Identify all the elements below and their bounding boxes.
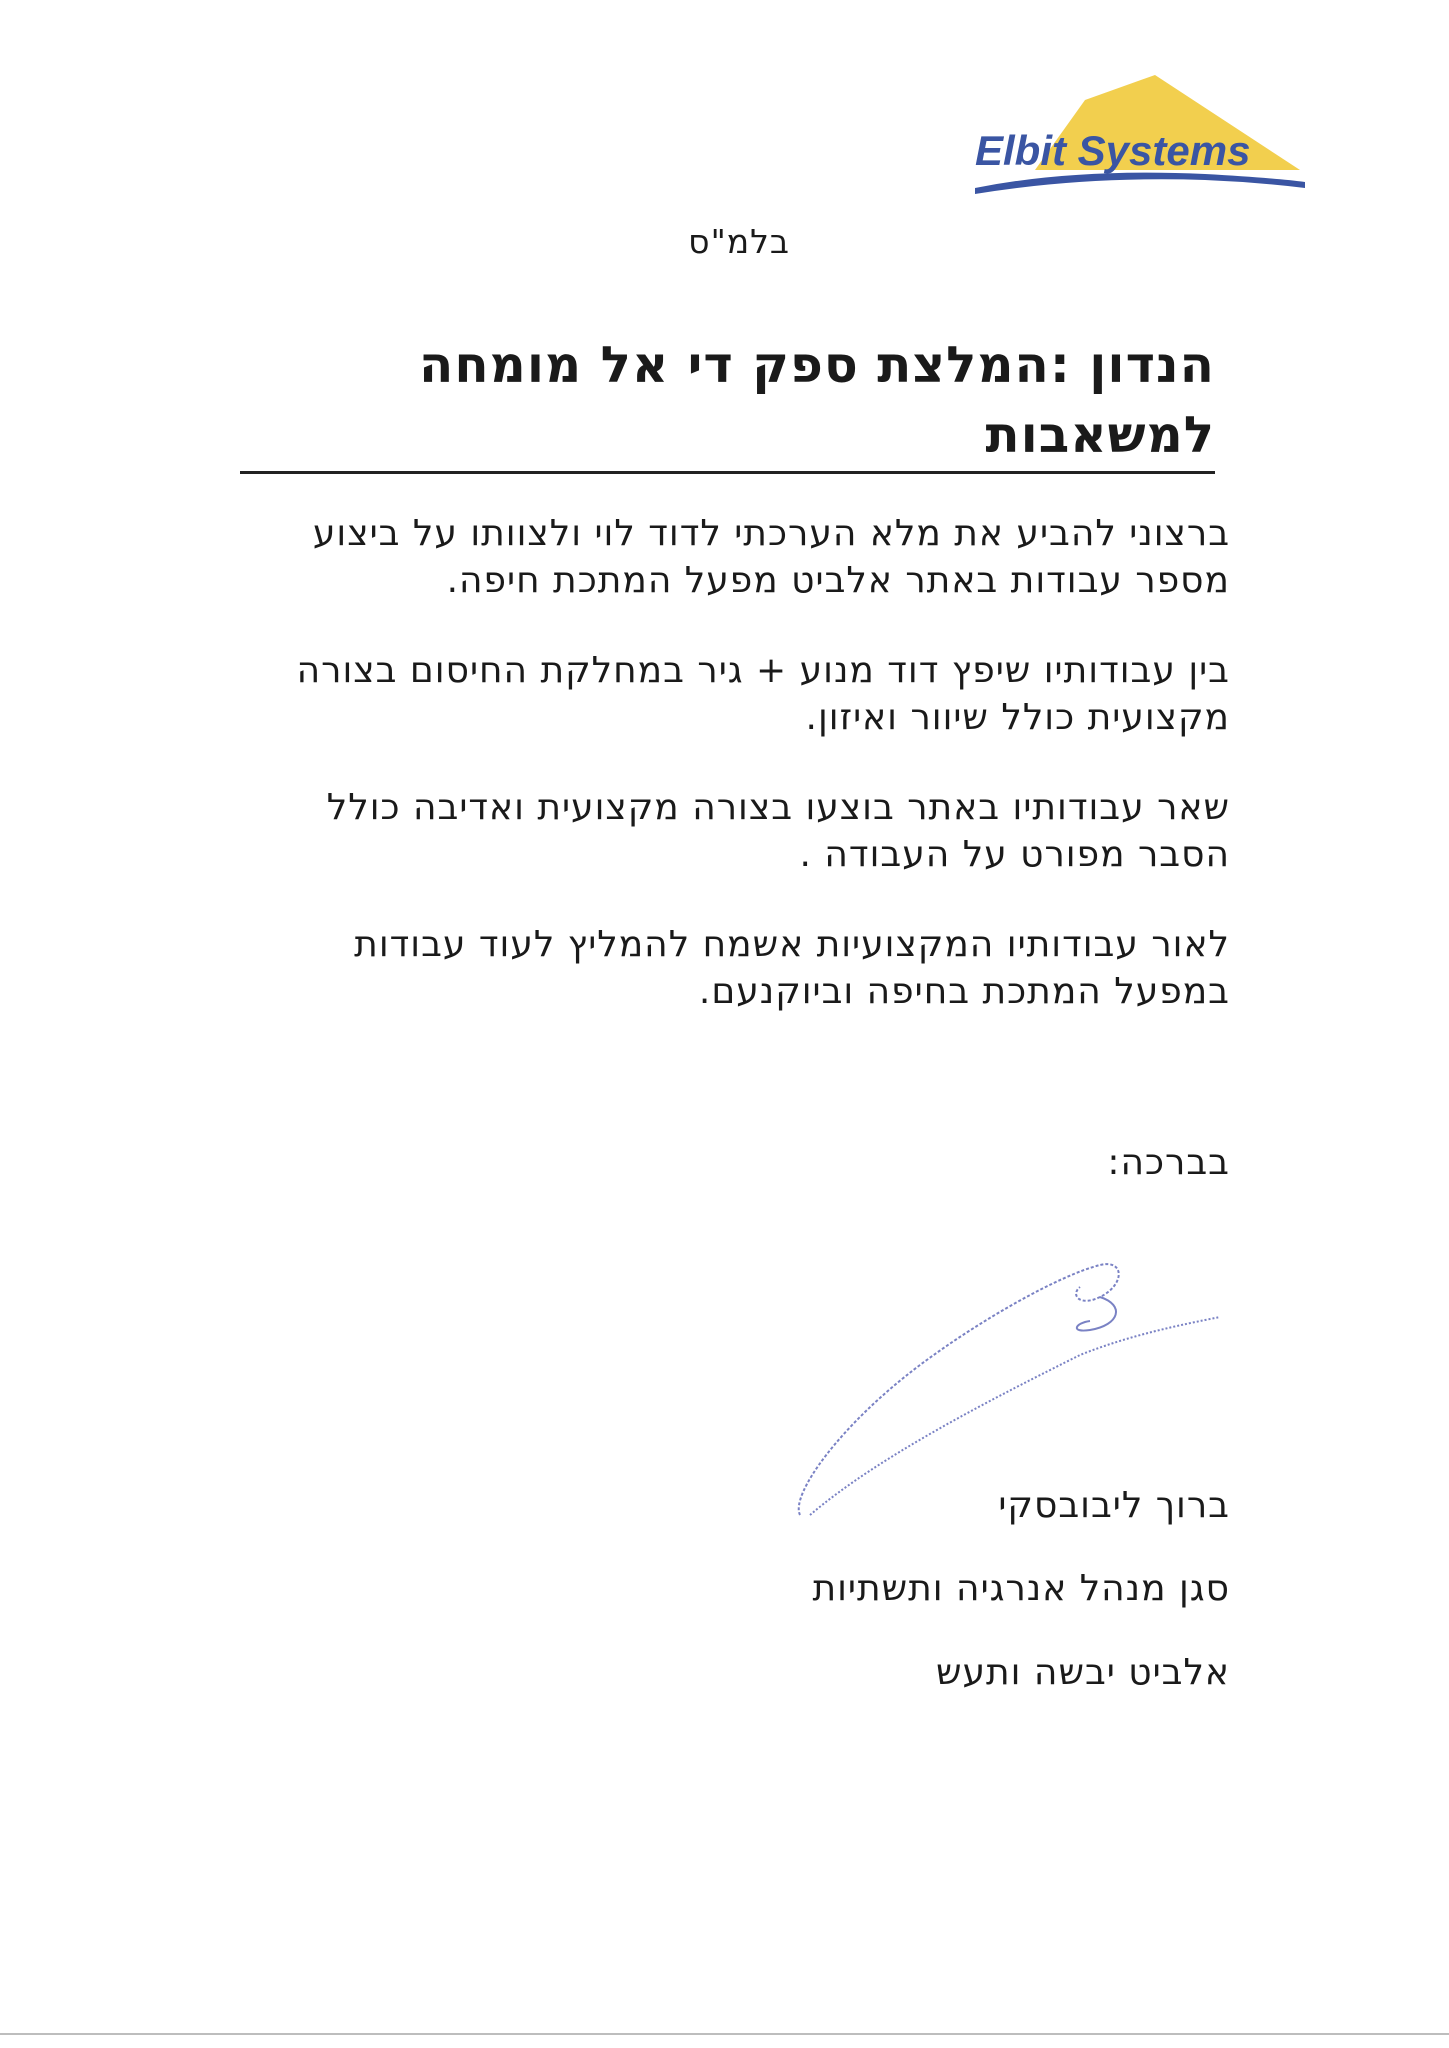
signature-stroke [799, 1264, 1119, 1515]
paragraph [270, 510, 1230, 604]
signer-organization: אלביט יבשה ותעש [935, 1652, 1230, 1693]
paragraph [270, 784, 1230, 878]
logo-text: Elbit Systems [975, 127, 1251, 174]
logo-swoosh [975, 173, 1305, 194]
paragraph [270, 921, 1230, 1015]
classification-mark: בלמ"ס [688, 222, 790, 261]
subject-underline [240, 471, 1215, 474]
elbit-systems-logo [955, 70, 1315, 200]
signer-name: ברוך ליבובסקי [998, 1485, 1230, 1526]
paragraph-line: שאר עבודותיו באתר בוצעו בצורה מקצועית ואדיבה כולל [326, 787, 1230, 828]
signer-title: סגן מנהל אנרגיה ותשתיות [812, 1568, 1230, 1609]
paragraph-line: ברצוני להביע את מלא הערכתי לדוד לוי ולצוותו על ביצוע [312, 513, 1230, 554]
paragraph-line: במפעל המתכת בחיפה וביוקנעם. [698, 971, 1230, 1012]
handwritten-signature [780, 1225, 1230, 1525]
paragraph-line: הסבר מפורט על העבודה . [799, 834, 1230, 875]
page-bottom-line [0, 2033, 1449, 2035]
paragraph-line: לאור עבודותיו המקצועיות אשמח להמליץ לעוד עבודות [354, 924, 1230, 965]
subject-text: הנדון :המלצת ספק די אל מומחה למשאבות [418, 336, 1215, 464]
letter-subject [240, 330, 1215, 470]
signature-graphic [780, 1225, 1230, 1525]
closing-greeting: בברכה: [1107, 1142, 1230, 1183]
letter-body [270, 510, 1230, 1058]
paragraph-line: בין עבודותיו שיפץ דוד מנוע + גיר במחלקת החיסום בצורה [296, 650, 1230, 691]
logo-graphic [955, 70, 1315, 200]
paragraph [270, 647, 1230, 741]
signature-stroke [1077, 1297, 1116, 1331]
paragraph-line: מקצועית כולל שיוור ואיזון. [805, 697, 1230, 738]
paragraph-line: מספר עבודות באתר אלביט מפעל המתכת חיפה. [446, 560, 1230, 601]
